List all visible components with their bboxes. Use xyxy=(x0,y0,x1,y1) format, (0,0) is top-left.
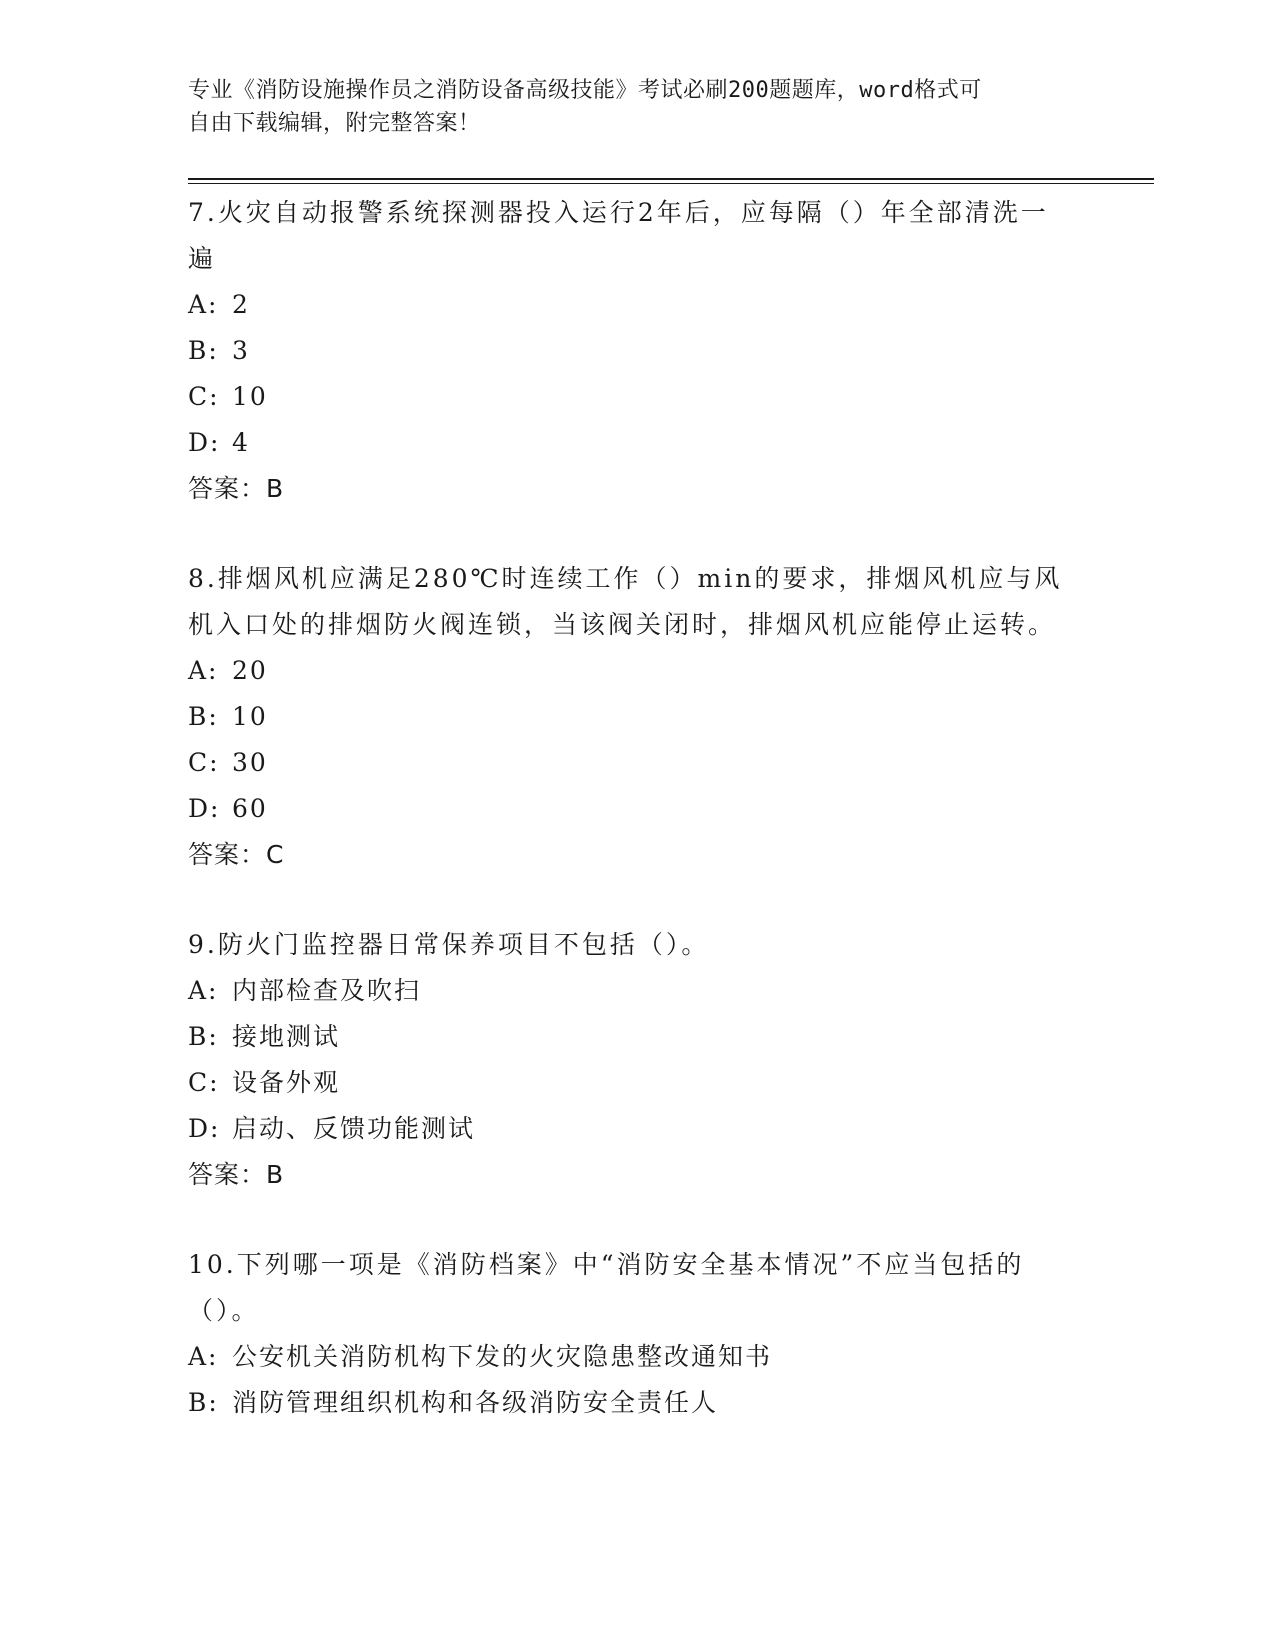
question-text: 10.下列哪一项是《消防档案》中“消防安全基本情况”不应当包括的（）。 xyxy=(188,1250,1025,1325)
question-8 xyxy=(188,556,1088,878)
question-text: 7.火灾自动报警系统探测器投入运行2年后，应每隔（）年全部清洗一遍 xyxy=(188,198,1049,273)
option-text: 10 xyxy=(232,702,268,731)
answer-line: 答案：C xyxy=(188,840,285,869)
option-d xyxy=(188,786,1088,832)
header-divider-thin xyxy=(188,183,1154,184)
option-letter: C: xyxy=(188,382,220,411)
option-letter: D: xyxy=(188,428,221,457)
option-letter: D: xyxy=(188,794,221,823)
option-text: 4 xyxy=(232,428,250,457)
header-line-2: 自由下载编辑，附完整答案！ xyxy=(188,111,481,136)
option-letter: A: xyxy=(188,290,219,319)
option-a xyxy=(188,648,1088,694)
option-text: 30 xyxy=(232,748,268,777)
option-text: 10 xyxy=(232,382,268,411)
option-text: 20 xyxy=(232,656,268,685)
option-c xyxy=(188,374,1088,420)
option-c xyxy=(188,740,1088,786)
option-letter: B: xyxy=(188,336,219,365)
option-b xyxy=(188,328,1088,374)
option-letter: D: xyxy=(188,1114,221,1143)
option-letter: C: xyxy=(188,1068,220,1097)
option-b xyxy=(188,1380,1088,1426)
option-letter: B: xyxy=(188,702,219,731)
option-a xyxy=(188,282,1088,328)
option-text: 2 xyxy=(232,290,250,319)
option-c xyxy=(188,1060,1088,1106)
option-a xyxy=(188,1334,1088,1380)
option-letter: B: xyxy=(188,1022,219,1051)
option-d xyxy=(188,420,1088,466)
option-text: 内部检查及吹扫 xyxy=(232,976,422,1005)
answer-line: 答案：B xyxy=(188,474,285,503)
option-text: 3 xyxy=(232,336,250,365)
header-divider-thick xyxy=(188,178,1154,180)
option-letter: A: xyxy=(188,976,219,1005)
question-9 xyxy=(188,922,1088,1198)
option-text: 公安机关消防机构下发的火灾隐患整改通知书 xyxy=(232,1342,773,1371)
option-text: 60 xyxy=(232,794,268,823)
option-d xyxy=(188,1106,1088,1152)
option-b xyxy=(188,694,1088,740)
question-text: 9.防火门监控器日常保养项目不包括（）。 xyxy=(188,930,710,959)
option-text: 消防管理组织机构和各级消防安全责任人 xyxy=(232,1388,719,1417)
question-list xyxy=(188,190,1088,1426)
document-header xyxy=(188,74,1068,140)
option-letter: B: xyxy=(188,1388,219,1417)
question-7 xyxy=(188,190,1088,512)
header-line-1: 专业《消防设施操作员之消防设备高级技能》考试必刷200题题库，word格式可 xyxy=(188,78,982,103)
option-text: 启动、反馈功能测试 xyxy=(232,1114,476,1143)
question-10 xyxy=(188,1242,1088,1426)
option-text: 设备外观 xyxy=(232,1068,341,1097)
option-text: 接地测试 xyxy=(232,1022,341,1051)
option-b xyxy=(188,1014,1088,1060)
question-text: 8.排烟风机应满足280℃时连续工作（）min的要求，排烟风机应与风机入口处的排烟防火阀连锁，当该阀关闭时，排烟风机应能停止运转。 xyxy=(188,564,1063,639)
option-a xyxy=(188,968,1088,1014)
option-letter: A: xyxy=(188,656,219,685)
option-letter: C: xyxy=(188,748,220,777)
option-letter: A: xyxy=(188,1342,219,1371)
answer-line: 答案：B xyxy=(188,1160,285,1189)
